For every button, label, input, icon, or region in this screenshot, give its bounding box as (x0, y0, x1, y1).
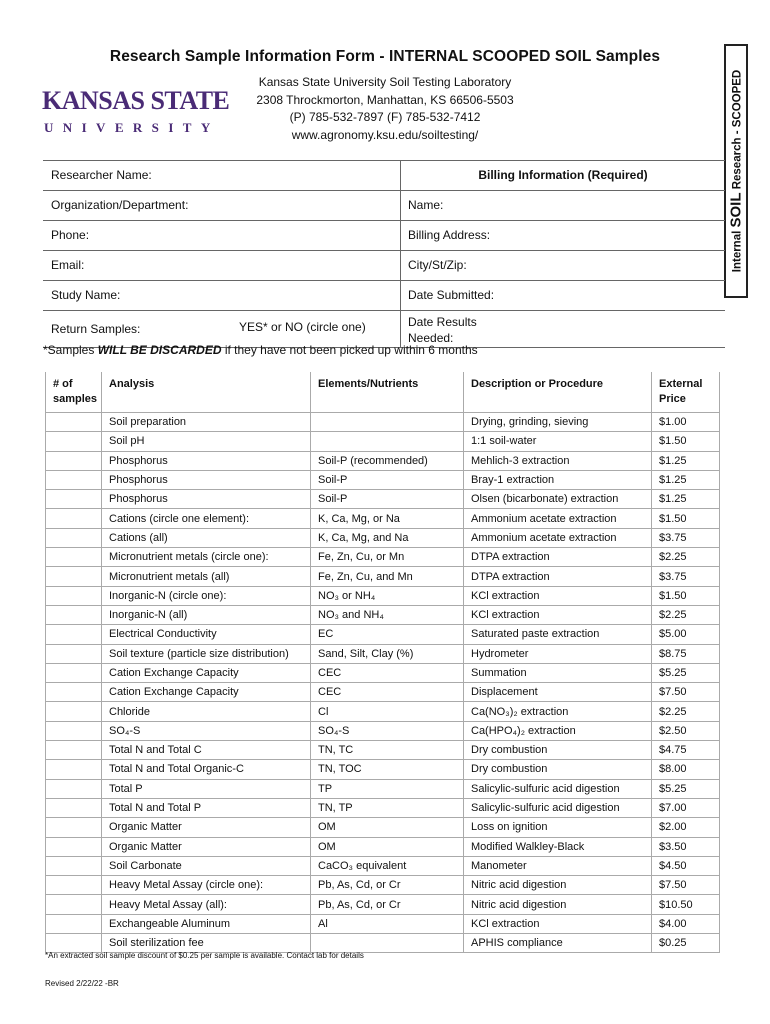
samples-count-cell[interactable] (46, 798, 102, 817)
price-cell: $1.50 (652, 509, 720, 528)
table-row (46, 451, 720, 470)
price-cell: $1.50 (652, 432, 720, 451)
elements-cell: TP (311, 779, 464, 798)
table-row (46, 586, 720, 605)
analysis-cell: Total N and Total Organic-C (102, 760, 311, 779)
price-cell: $8.75 (652, 644, 720, 663)
description-cell: Ca(HPO₄)₂ extraction (464, 721, 652, 740)
phone-field[interactable]: Phone: (51, 228, 90, 242)
researcher-name-field[interactable]: Researcher Name: (51, 168, 152, 182)
email-field[interactable]: Email: (51, 258, 85, 272)
elements-cell: K, Ca, Mg, and Na (311, 528, 464, 547)
price-cell: $1.25 (652, 470, 720, 489)
description-cell: Bray-1 extraction (464, 470, 652, 489)
table-row (46, 567, 720, 586)
col-header-elements: Elements/Nutrients (311, 372, 464, 413)
billing-address-field[interactable]: Billing Address: (408, 228, 491, 242)
samples-count-cell[interactable] (46, 934, 102, 953)
price-cell: $7.50 (652, 876, 720, 895)
elements-cell: TN, TP (311, 798, 464, 817)
price-cell: $1.00 (652, 413, 720, 432)
elements-cell: OM (311, 818, 464, 837)
table-row (46, 605, 720, 624)
analysis-cell: Cation Exchange Capacity (102, 663, 311, 682)
analysis-cell: Phosphorus (102, 490, 311, 509)
price-cell: $1.25 (652, 451, 720, 470)
table-row (46, 741, 720, 760)
elements-cell: Soil-P (311, 490, 464, 509)
description-cell: Olsen (bicarbonate) extraction (464, 490, 652, 509)
return-samples-options[interactable]: YES* or NO (circle one) (239, 320, 366, 334)
price-cell: $5.00 (652, 625, 720, 644)
table-row (46, 760, 720, 779)
elements-cell (311, 432, 464, 451)
description-cell: Ammonium acetate extraction (464, 509, 652, 528)
table-row (46, 413, 720, 432)
elements-cell: K, Ca, Mg, or Na (311, 509, 464, 528)
table-row (46, 837, 720, 856)
samples-count-cell[interactable] (46, 702, 102, 721)
organization-field[interactable]: Organization/Department: (51, 198, 189, 212)
table-row (46, 876, 720, 895)
analysis-cell: SO₄-S (102, 721, 311, 740)
description-cell: KCl extraction (464, 605, 652, 624)
elements-cell: NO₃ or NH₄ (311, 586, 464, 605)
table-row (46, 779, 720, 798)
side-banner (724, 44, 748, 298)
col-header-description: Description or Procedure (464, 372, 652, 413)
description-cell: Nitric acid digestion (464, 876, 652, 895)
description-cell: KCl extraction (464, 914, 652, 933)
price-cell: $4.75 (652, 741, 720, 760)
elements-cell: CEC (311, 663, 464, 682)
description-cell: Loss on ignition (464, 818, 652, 837)
analysis-cell: Phosphorus (102, 451, 311, 470)
table-row (46, 663, 720, 682)
elements-cell (311, 934, 464, 953)
researcher-info-grid (43, 160, 725, 348)
samples-count-cell[interactable] (46, 895, 102, 914)
lab-contact-info (230, 74, 540, 144)
analysis-cell: Heavy Metal Assay (circle one): (102, 876, 311, 895)
table-row (46, 683, 720, 702)
price-cell: $2.25 (652, 702, 720, 721)
elements-cell: NO₃ and NH₄ (311, 605, 464, 624)
samples-count-cell[interactable] (46, 760, 102, 779)
analysis-cell: Organic Matter (102, 837, 311, 856)
samples-count-cell[interactable] (46, 605, 102, 624)
description-cell: Nitric acid digestion (464, 895, 652, 914)
analysis-cell: Micronutrient metals (all) (102, 567, 311, 586)
samples-count-cell[interactable] (46, 856, 102, 875)
table-row (46, 644, 720, 663)
analysis-price-table (45, 372, 720, 953)
table-row (46, 625, 720, 644)
analysis-cell: Total N and Total C (102, 741, 311, 760)
form-title: Research Sample Information Form - INTERNAL SCOOPED SOIL Samples (109, 48, 661, 65)
table-row (46, 702, 720, 721)
analysis-cell: Cation Exchange Capacity (102, 683, 311, 702)
description-cell: 1:1 soil-water (464, 432, 652, 451)
table-row (46, 509, 720, 528)
price-cell: $2.00 (652, 818, 720, 837)
table-row (46, 934, 720, 953)
elements-cell: CEC (311, 683, 464, 702)
table-row (46, 895, 720, 914)
description-cell: Salicylic-sulfuric acid digestion (464, 779, 652, 798)
analysis-cell: Heavy Metal Assay (all): (102, 895, 311, 914)
elements-cell (311, 413, 464, 432)
elements-cell: Soil-P (recommended) (311, 451, 464, 470)
col-header-analysis: Analysis (102, 372, 311, 413)
discount-footnote: *An extracted soil sample discount of $0.25 per sample is available. Contact lab for details (45, 951, 364, 960)
samples-count-cell[interactable] (46, 470, 102, 489)
description-cell: Drying, grinding, sieving (464, 413, 652, 432)
price-cell: $3.50 (652, 837, 720, 856)
table-row (46, 914, 720, 933)
samples-count-cell[interactable] (46, 663, 102, 682)
price-cell: $8.00 (652, 760, 720, 779)
price-cell: $3.75 (652, 567, 720, 586)
description-cell: DTPA extraction (464, 548, 652, 567)
billing-header: Billing Information (Required) (478, 168, 648, 182)
price-cell: $5.25 (652, 663, 720, 682)
samples-count-cell[interactable] (46, 818, 102, 837)
samples-count-cell[interactable] (46, 625, 102, 644)
table-row (46, 548, 720, 567)
description-cell: Dry combustion (464, 760, 652, 779)
price-cell: $1.50 (652, 586, 720, 605)
elements-cell: Fe, Zn, Cu, or Mn (311, 548, 464, 567)
elements-cell: Al (311, 914, 464, 933)
analysis-cell: Total N and Total P (102, 798, 311, 817)
analysis-cell: Soil texture (particle size distribution) (102, 644, 311, 663)
return-samples-label: Return Samples: (51, 322, 141, 336)
samples-count-cell[interactable] (46, 509, 102, 528)
table-row (46, 818, 720, 837)
elements-cell: Cl (311, 702, 464, 721)
price-cell: $1.25 (652, 490, 720, 509)
description-cell: Saturated paste extraction (464, 625, 652, 644)
samples-count-cell[interactable] (46, 837, 102, 856)
samples-count-cell[interactable] (46, 876, 102, 895)
price-cell: $3.75 (652, 528, 720, 547)
elements-cell: Fe, Zn, Cu, and Mn (311, 567, 464, 586)
elements-cell: EC (311, 625, 464, 644)
analysis-cell: Phosphorus (102, 470, 311, 489)
elements-cell: Pb, As, Cd, or Cr (311, 876, 464, 895)
description-cell: Ca(NO₃)₂ extraction (464, 702, 652, 721)
analysis-cell: Inorganic-N (all) (102, 605, 311, 624)
description-cell: Dry combustion (464, 741, 652, 760)
table-row (46, 721, 720, 740)
elements-cell: SO₄-S (311, 721, 464, 740)
description-cell: Ammonium acetate extraction (464, 528, 652, 547)
logo-wordmark: KANSAS STATE (42, 86, 230, 115)
description-cell: Hydrometer (464, 644, 652, 663)
analysis-cell: Chloride (102, 702, 311, 721)
date-submitted-field[interactable]: Date Submitted: (408, 288, 495, 302)
lab-name: Kansas State University Soil Testing Laboratory (258, 75, 512, 89)
description-cell: APHIS compliance (464, 934, 652, 953)
discard-notice: *Samples WILL BE DISCARDED if they have not been picked up within 6 months (43, 343, 478, 357)
samples-count-cell[interactable] (46, 490, 102, 509)
elements-cell: Soil-P (311, 470, 464, 489)
price-cell: $7.50 (652, 683, 720, 702)
elements-cell: CaCO₃ equivalent (311, 856, 464, 875)
samples-count-cell[interactable] (46, 741, 102, 760)
price-cell: $2.25 (652, 548, 720, 567)
description-cell: KCl extraction (464, 586, 652, 605)
samples-count-cell[interactable] (46, 528, 102, 547)
price-cell: $4.00 (652, 914, 720, 933)
samples-count-cell[interactable] (46, 683, 102, 702)
table-row (46, 798, 720, 817)
samples-count-cell[interactable] (46, 914, 102, 933)
price-cell: $4.50 (652, 856, 720, 875)
description-cell: Summation (464, 663, 652, 682)
analysis-cell: Soil pH (102, 432, 311, 451)
analysis-cell: Electrical Conductivity (102, 625, 311, 644)
analysis-cell: Inorganic-N (circle one): (102, 586, 311, 605)
analysis-cell: Micronutrient metals (circle one): (102, 548, 311, 567)
billing-name-field[interactable]: Name: (408, 198, 444, 212)
analysis-cell: Soil sterilization fee (102, 934, 311, 953)
revision-note: Revised 2/22/22 -BR (45, 979, 119, 988)
table-row (46, 856, 720, 875)
elements-cell: Sand, Silt, Clay (%) (311, 644, 464, 663)
analysis-cell: Total P (102, 779, 311, 798)
samples-count-cell[interactable] (46, 413, 102, 432)
samples-count-cell[interactable] (46, 721, 102, 740)
description-cell: Displacement (464, 683, 652, 702)
description-cell: Salicylic-sulfuric acid digestion (464, 798, 652, 817)
samples-count-cell[interactable] (46, 644, 102, 663)
samples-count-cell[interactable] (46, 567, 102, 586)
table-row (46, 528, 720, 547)
price-cell: $0.25 (652, 934, 720, 953)
table-row (46, 490, 720, 509)
samples-count-cell[interactable] (46, 779, 102, 798)
price-cell: $10.50 (652, 895, 720, 914)
elements-cell: TN, TOC (311, 760, 464, 779)
study-name-field[interactable]: Study Name: (51, 288, 121, 302)
elements-cell: OM (311, 837, 464, 856)
city-st-zip-field[interactable]: City/St/Zip: (408, 258, 467, 272)
elements-cell: Pb, As, Cd, or Cr (311, 895, 464, 914)
analysis-cell: Organic Matter (102, 818, 311, 837)
col-header-price: External Price (652, 372, 720, 413)
analysis-cell: Soil Carbonate (102, 856, 311, 875)
lab-website[interactable]: www.agronomy.ksu.edu/soiltesting/ (291, 127, 479, 142)
table-row (46, 470, 720, 489)
logo-subtitle: UNIVERSITY (44, 120, 220, 135)
lab-address: 2308 Throckmorton, Manhattan, KS 66506-5503 (256, 92, 514, 107)
description-cell: Mehlich-3 extraction (464, 451, 652, 470)
date-results-needed-field: Date Results Needed: (408, 315, 477, 345)
description-cell: Modified Walkley-Black (464, 837, 652, 856)
lab-phone-fax: (P) 785-532-7897 (F) 785-532-7412 (289, 110, 481, 124)
samples-count-cell[interactable] (46, 548, 102, 567)
col-header-samples: # of samples (46, 372, 102, 413)
samples-count-cell[interactable] (46, 586, 102, 605)
elements-cell: TN, TC (311, 741, 464, 760)
samples-count-cell[interactable] (46, 451, 102, 470)
side-banner-text: Internal SOIL Research - SCOOPED (727, 69, 745, 273)
analysis-cell: Exchangeable Aluminum (102, 914, 311, 933)
description-cell: DTPA extraction (464, 567, 652, 586)
price-cell: $2.50 (652, 721, 720, 740)
price-cell: $5.25 (652, 779, 720, 798)
samples-count-cell[interactable] (46, 432, 102, 451)
price-cell: $2.25 (652, 605, 720, 624)
price-cell: $7.00 (652, 798, 720, 817)
university-logo (42, 88, 229, 136)
analysis-cell: Cations (circle one element): (102, 509, 311, 528)
analysis-cell: Cations (all) (102, 528, 311, 547)
table-row (46, 432, 720, 451)
analysis-cell: Soil preparation (102, 413, 311, 432)
description-cell: Manometer (464, 856, 652, 875)
